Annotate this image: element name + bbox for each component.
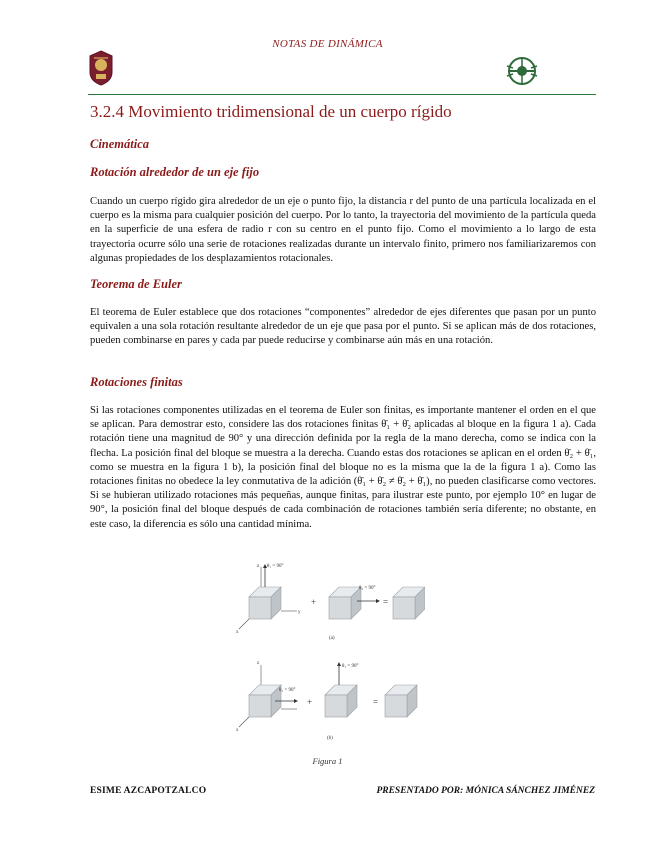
theta1-label-b: θ₁ = 90° [342, 664, 359, 669]
axis-x-label-a1: x [236, 630, 239, 635]
subhead-teorema-euler: Teorema de Euler [90, 277, 182, 291]
figure-label-b: (b) [327, 736, 333, 741]
equals-sign-b: = [373, 697, 379, 707]
esime-logo [505, 56, 539, 86]
figure-rotations [235, 553, 425, 751]
section-title: 3.2.4 Movimiento tridimensional de un cuerpo rígido [90, 102, 452, 121]
subhead-rotaciones-finitas: Rotaciones finitas [90, 375, 183, 389]
figure-a-cube-3 [393, 587, 425, 619]
plus-sign-a: + [311, 597, 317, 607]
figure-b-cube-1 [236, 661, 298, 733]
subhead-rotacion-eje-fijo: Rotación alrededor de un eje fijo [90, 165, 260, 179]
axis-y-label-a1: y [298, 610, 301, 615]
figure-b-cube-2 [325, 662, 358, 717]
figure-caption: Figura 1 [312, 756, 343, 766]
figure-a-cube-2 [329, 586, 380, 619]
footer-school: ESIME AZCAPOTZALCO [90, 786, 207, 796]
subhead-cinematica: Cinemática [90, 137, 150, 151]
axis-z-label-b1: z [257, 661, 260, 666]
axis-z-label-a1: z [257, 564, 260, 569]
figure-a-cube-1 [236, 564, 301, 635]
theta2-label-a: θ₂ = 90° [359, 586, 376, 591]
header-title: NOTAS DE DINÁMICA [272, 38, 383, 50]
theta2-label-b: θ₂ = 90° [279, 688, 296, 693]
figure-label-a: (a) [329, 636, 335, 641]
equals-sign-a: = [383, 597, 389, 607]
paragraph-euler: El teorema de Euler establece que dos rotaciones “componentes” alrededor de ejes diferentes que pasan por un punto equivalen a una sola rotación resultante alrededor de un eje que pasa por el punto. Si se aplican más de dos rotaciones, pueden combinarse en pares y cada par puede reducirse y combinarse aún más en una rotación. [90, 307, 596, 347]
axis-x-label-b1: x [236, 728, 239, 733]
ipn-logo [88, 50, 114, 86]
footer-author: PRESENTADO POR: MÓNICA SÁNCHEZ JIMÉNEZ [376, 786, 595, 796]
theta1-label-a: θ₁ = 90° [267, 564, 284, 569]
plus-sign-b: + [307, 697, 313, 707]
figure-b-cube-3 [385, 685, 417, 717]
paragraph-rotaciones-finitas: Si las rotaciones componentes utilizadas en el teorema de Euler son finitas, es importante mantener el orden en el que se aplican. Para demostrar esto, considere las dos rotaciones finitas θ̄₁ + θ̄₂ aplicadas al bloque en la figura 1 a). Cada rotación tiene una magnitud de 90° y una dirección definida por la regla de la mano derecha, como se indica con la flecha. La posición final del bloque se muestra a la derecha. Cuando estas dos rotaciones se aplican en el orden θ̄₂ + θ̄₁, como se muestra en la figura 1 b), la posición final del bloque no es la misma que la de la figura 1 a). Como las rotaciones finitas no obedece la ley conmutativa de la adición (θ̄₁ + θ̄₂ ≠ θ̄₂ + θ̄₁), no pueden clasificarse como vectores. Si se hubieran utilizado rotaciones más pequeñas, aunque finitas, para ilustrar este punto, por ejemplo 10° en lugar de 90°, la posición final del bloque después de cada combinación de rotaciones también sería diferente; no obstante, en este caso, la diferencia es sólo una cantidad mínima. [90, 405, 596, 530]
paragraph-rotacion: Cuando un cuerpo rígido gira alrededor de un eje o punto fijo, la distancia r del punto de una partícula localizada en el cuerpo es la misma para cualquier posición del cuerpo. Por lo tanto, la trayectoria del movimiento de la partícula queda en la superficie de una esfera de radio r con su centro en el punto fijo. Como el movimiento a lo largo de esta trayectoria ocurre sólo una serie de rotaciones realizadas durante un intervalo finito, primero nos familiarizaremos con algunas propiedades de los desplazamientos rotacionales. [90, 196, 596, 264]
header-rule [88, 94, 596, 95]
